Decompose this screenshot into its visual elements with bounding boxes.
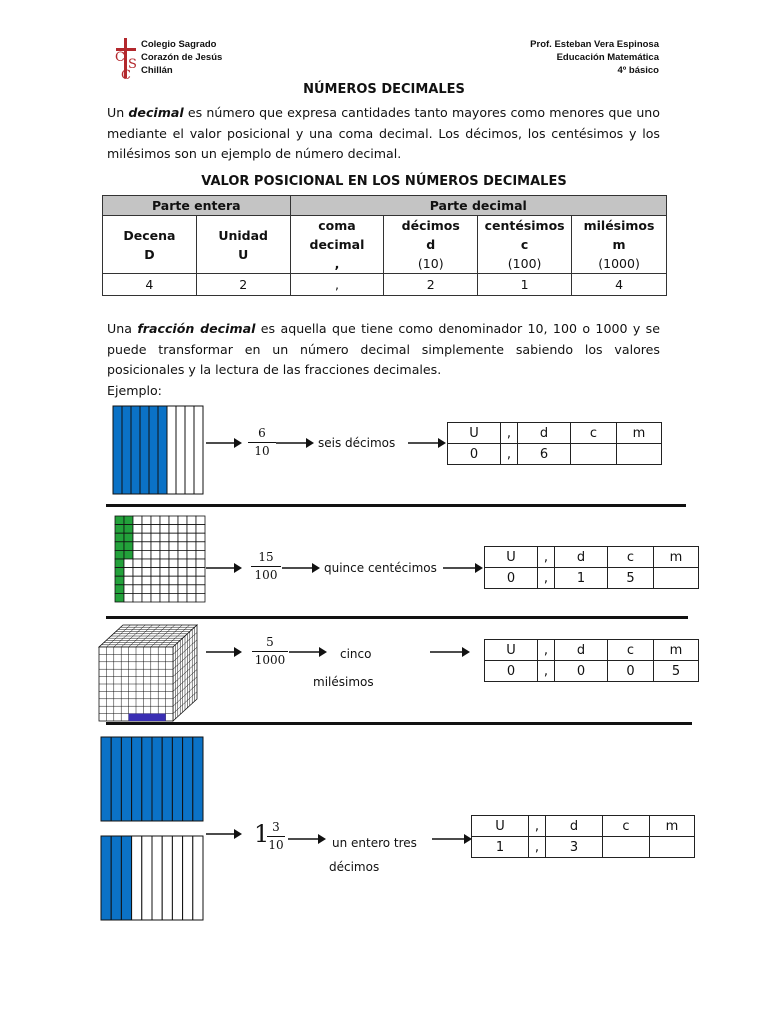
empty-tenth — [183, 836, 193, 920]
empty-hundredth — [142, 516, 151, 525]
table-cell — [617, 444, 662, 465]
filled-hundredth — [115, 593, 124, 602]
filled-tenth — [101, 836, 111, 920]
empty-hundredth — [178, 533, 187, 542]
empty-hundredth — [151, 568, 160, 577]
filled-hundredth — [115, 525, 124, 534]
column-coma: coma decimal , — [290, 216, 384, 274]
table-cell: c — [608, 547, 654, 568]
empty-hundredth — [133, 593, 142, 602]
table-cell: 0 — [485, 661, 538, 682]
table-cell: m — [654, 547, 699, 568]
arrow-icon — [289, 646, 327, 658]
table-cell: c — [608, 640, 654, 661]
filled-hundredth — [115, 516, 124, 525]
table-cell: 3 — [546, 837, 603, 858]
empty-hundredth — [169, 533, 178, 542]
filled-hundredth — [124, 516, 133, 525]
column-unidad: Unidad U — [196, 216, 290, 274]
empty-tenth — [176, 406, 185, 494]
table-cell: 0 — [608, 661, 654, 682]
arrow-icon — [276, 437, 314, 449]
filled-hundredth — [124, 525, 133, 534]
empty-hundredth — [169, 585, 178, 594]
filled-tenth — [101, 737, 111, 821]
table-cell: 1 — [555, 568, 608, 589]
empty-hundredth — [178, 525, 187, 534]
table-cell: , — [538, 640, 555, 661]
column-decimos: décimos d (10) — [384, 216, 478, 274]
empty-hundredth — [187, 585, 196, 594]
empty-hundredth — [196, 525, 205, 534]
filled-tenth — [111, 737, 121, 821]
empty-tenth — [185, 406, 194, 494]
empty-hundredth — [169, 593, 178, 602]
table-cell — [571, 444, 617, 465]
table-cell: 6 — [518, 444, 571, 465]
filled-tenth — [113, 406, 122, 494]
filled-hundredth — [124, 533, 133, 542]
place-value-mini-table — [484, 639, 699, 682]
filled-hundredth — [115, 568, 124, 577]
svg-text:S: S — [128, 57, 137, 72]
empty-hundredth — [196, 576, 205, 585]
table-cell: d — [546, 816, 603, 837]
svg-text:C: C — [115, 50, 125, 65]
table-cell: 0 — [448, 444, 501, 465]
empty-hundredth — [142, 525, 151, 534]
fraction: 6 10 — [248, 426, 276, 459]
table-cell: U — [485, 640, 538, 661]
filled-tenth — [131, 406, 140, 494]
empty-hundredth — [160, 593, 169, 602]
empty-hundredth — [160, 516, 169, 525]
table-cell: , — [529, 816, 546, 837]
filled-tenth — [172, 737, 182, 821]
fraction-reading: cinco — [340, 647, 372, 661]
empty-hundredth — [160, 576, 169, 585]
arrow-icon — [206, 437, 242, 449]
empty-hundredth — [151, 542, 160, 551]
table-cell: , — [290, 274, 384, 296]
empty-hundredth — [196, 568, 205, 577]
empty-hundredth — [124, 576, 133, 585]
table-cell: , — [538, 547, 555, 568]
empty-hundredth — [169, 525, 178, 534]
intro-paragraph: Un decimal es número que expresa cantidades tanto mayores como menores que uno mediante el valor posicional y una coma decimal. Los décimos, los centésimos y los milésimos son un ejemplo de número decimal. — [107, 105, 660, 161]
empty-hundredth — [133, 576, 142, 585]
empty-hundredth — [169, 542, 178, 551]
table-cell: 4 — [103, 274, 197, 296]
empty-hundredth — [151, 525, 160, 534]
empty-hundredth — [133, 585, 142, 594]
arrow-icon — [206, 828, 242, 840]
table-cell: 0 — [485, 568, 538, 589]
table-cell: 1 — [478, 274, 572, 296]
empty-hundredth — [196, 533, 205, 542]
filled-tenth — [152, 737, 162, 821]
empty-hundredth — [187, 559, 196, 568]
empty-hundredth — [187, 525, 196, 534]
fraction-reading: seis décimos — [318, 436, 396, 450]
arrow-icon — [288, 833, 326, 845]
empty-hundredth — [142, 559, 151, 568]
filled-tenth — [142, 737, 152, 821]
empty-hundredth — [151, 559, 160, 568]
thousandths-cube-figure — [99, 623, 199, 725]
empty-tenth — [172, 836, 182, 920]
empty-hundredth — [196, 593, 205, 602]
mixed-number-whole: 1 — [254, 820, 270, 848]
arrow-icon — [206, 562, 242, 574]
empty-hundredth — [133, 542, 142, 551]
hundredths-grid-figure — [115, 516, 205, 604]
empty-hundredth — [142, 533, 151, 542]
integer-part-header: Parte entera — [103, 196, 291, 216]
empty-hundredth — [142, 568, 151, 577]
empty-tenth — [194, 406, 203, 494]
empty-hundredth — [124, 568, 133, 577]
table-cell: d — [555, 547, 608, 568]
filled-tenth — [132, 737, 142, 821]
filled-hundredth — [124, 542, 133, 551]
empty-tenth — [167, 406, 176, 494]
column-centesimos: centésimos c (100) — [478, 216, 572, 274]
empty-hundredth — [160, 533, 169, 542]
fraction-reading: un entero tres — [332, 836, 417, 850]
table-cell: , — [529, 837, 546, 858]
fraction-reading: quince centécimos — [324, 561, 437, 575]
empty-hundredth — [178, 516, 187, 525]
fraction-reading-2: décimos — [329, 860, 380, 874]
filled-tenth — [149, 406, 158, 494]
empty-hundredth — [160, 525, 169, 534]
section-divider — [106, 504, 686, 507]
table-cell: d — [518, 423, 571, 444]
table-title: VALOR POSICIONAL EN LOS NÚMEROS DECIMALES — [201, 174, 567, 189]
empty-hundredth — [169, 568, 178, 577]
empty-hundredth — [133, 525, 142, 534]
empty-hundredth — [133, 559, 142, 568]
table-cell — [654, 568, 699, 589]
table-cell: , — [501, 423, 518, 444]
empty-hundredth — [151, 533, 160, 542]
empty-hundredth — [169, 559, 178, 568]
fraction: 5 1000 — [252, 635, 288, 668]
empty-hundredth — [151, 576, 160, 585]
filled-tenth — [122, 406, 131, 494]
table-cell: 5 — [608, 568, 654, 589]
filled-tenth — [193, 737, 203, 821]
filled-hundredth — [115, 559, 124, 568]
table-row — [103, 274, 667, 296]
place-value-mini-table — [471, 815, 695, 858]
table-cell: c — [603, 816, 650, 837]
highlighted-thousandths — [129, 714, 166, 721]
fraction: 3 10 — [268, 820, 284, 852]
empty-hundredth — [124, 585, 133, 594]
column-milesimos: milésimos m (1000) — [572, 216, 667, 274]
table-cell: , — [538, 661, 555, 682]
filled-tenth — [121, 737, 131, 821]
filled-hundredth — [115, 542, 124, 551]
svg-text:C: C — [121, 68, 131, 83]
filled-hundredth — [115, 533, 124, 542]
empty-tenth — [142, 836, 152, 920]
empty-hundredth — [178, 559, 187, 568]
empty-hundredth — [169, 516, 178, 525]
table-cell: U — [472, 816, 529, 837]
teacher-info: Prof. Esteban Vera Espinosa Educación Matemática 4º básico — [530, 39, 659, 76]
fraction-reading-2: milésimos — [313, 675, 374, 689]
table-cell: 5 — [654, 661, 699, 682]
empty-hundredth — [187, 542, 196, 551]
table-cell: U — [448, 423, 501, 444]
table-cell: 4 — [572, 274, 667, 296]
empty-hundredth — [196, 559, 205, 568]
filled-tenth — [162, 737, 172, 821]
filled-hundredth — [115, 576, 124, 585]
empty-hundredth — [151, 516, 160, 525]
section-divider — [106, 616, 688, 619]
empty-hundredth — [133, 533, 142, 542]
arrow-icon — [282, 562, 320, 574]
filled-tenth — [121, 836, 131, 920]
empty-hundredth — [160, 550, 169, 559]
empty-hundredth — [133, 516, 142, 525]
filled-hundredth — [115, 585, 124, 594]
empty-tenth — [132, 836, 142, 920]
place-value-mini-table — [484, 546, 699, 589]
decimal-part-header: Parte decimal — [290, 196, 666, 216]
filled-tenth — [183, 737, 193, 821]
filled-hundredth — [115, 550, 124, 559]
example-label: Ejemplo: — [107, 383, 162, 398]
table-cell: U — [485, 547, 538, 568]
table-cell: m — [654, 640, 699, 661]
table-cell: d — [555, 640, 608, 661]
tenths-strip-figure — [113, 406, 205, 496]
empty-hundredth — [178, 568, 187, 577]
table-cell: m — [650, 816, 695, 837]
empty-hundredth — [133, 568, 142, 577]
empty-hundredth — [151, 550, 160, 559]
empty-hundredth — [142, 593, 151, 602]
arrow-icon — [206, 646, 242, 658]
arrow-icon — [408, 437, 446, 449]
table-cell: 2 — [196, 274, 290, 296]
empty-hundredth — [142, 550, 151, 559]
empty-hundredth — [142, 576, 151, 585]
empty-tenth — [152, 836, 162, 920]
empty-hundredth — [187, 550, 196, 559]
empty-hundredth — [151, 593, 160, 602]
whole-strip-figure — [101, 737, 205, 823]
empty-hundredth — [151, 585, 160, 594]
empty-hundredth — [133, 550, 142, 559]
empty-hundredth — [178, 542, 187, 551]
page-title: NÚMEROS DECIMALES — [303, 82, 465, 97]
table-cell: 1 — [472, 837, 529, 858]
empty-hundredth — [124, 593, 133, 602]
empty-hundredth — [196, 550, 205, 559]
table-cell — [650, 837, 695, 858]
table-cell: 0 — [555, 661, 608, 682]
table-cell: m — [617, 423, 662, 444]
empty-hundredth — [142, 585, 151, 594]
empty-hundredth — [142, 542, 151, 551]
empty-hundredth — [160, 585, 169, 594]
empty-hundredth — [196, 516, 205, 525]
filled-tenth — [140, 406, 149, 494]
empty-hundredth — [160, 559, 169, 568]
school-logo — [112, 36, 142, 83]
empty-hundredth — [169, 550, 178, 559]
filled-tenth — [111, 836, 121, 920]
empty-tenth — [162, 836, 172, 920]
column-decena: Decena D — [103, 216, 197, 274]
empty-hundredth — [178, 585, 187, 594]
empty-hundredth — [160, 542, 169, 551]
fraction: 15 100 — [251, 550, 281, 583]
fraction-paragraph: Una fracción decimal es aquella que tiene como denominador 10, 100 o 1000 y se puede transformar en un número decimal simplemente sabiendo los valores posicionales y la lectura de las fracciones decimales. — [107, 321, 660, 377]
table-cell — [603, 837, 650, 858]
empty-hundredth — [178, 593, 187, 602]
table-cell: , — [538, 568, 555, 589]
empty-hundredth — [187, 568, 196, 577]
empty-hundredth — [124, 559, 133, 568]
arrow-icon — [432, 833, 472, 845]
arrow-icon — [443, 562, 483, 574]
empty-hundredth — [178, 576, 187, 585]
table-cell: c — [571, 423, 617, 444]
table-cell: , — [501, 444, 518, 465]
empty-hundredth — [169, 576, 178, 585]
school-name: Colegio Sagrado Corazón de Jesús Chillán — [141, 39, 223, 76]
empty-hundredth — [160, 568, 169, 577]
empty-hundredth — [196, 585, 205, 594]
empty-hundredth — [196, 542, 205, 551]
tenths-strip-figure — [101, 836, 205, 922]
empty-hundredth — [187, 516, 196, 525]
filled-tenth — [158, 406, 167, 494]
empty-hundredth — [187, 533, 196, 542]
arrow-icon — [430, 646, 470, 658]
place-value-table — [102, 195, 667, 296]
empty-tenth — [193, 836, 203, 920]
table-cell: 2 — [384, 274, 478, 296]
section-divider — [106, 722, 692, 725]
empty-hundredth — [187, 593, 196, 602]
place-value-mini-table — [447, 422, 662, 465]
empty-hundredth — [178, 550, 187, 559]
filled-hundredth — [124, 550, 133, 559]
empty-hundredth — [187, 576, 196, 585]
